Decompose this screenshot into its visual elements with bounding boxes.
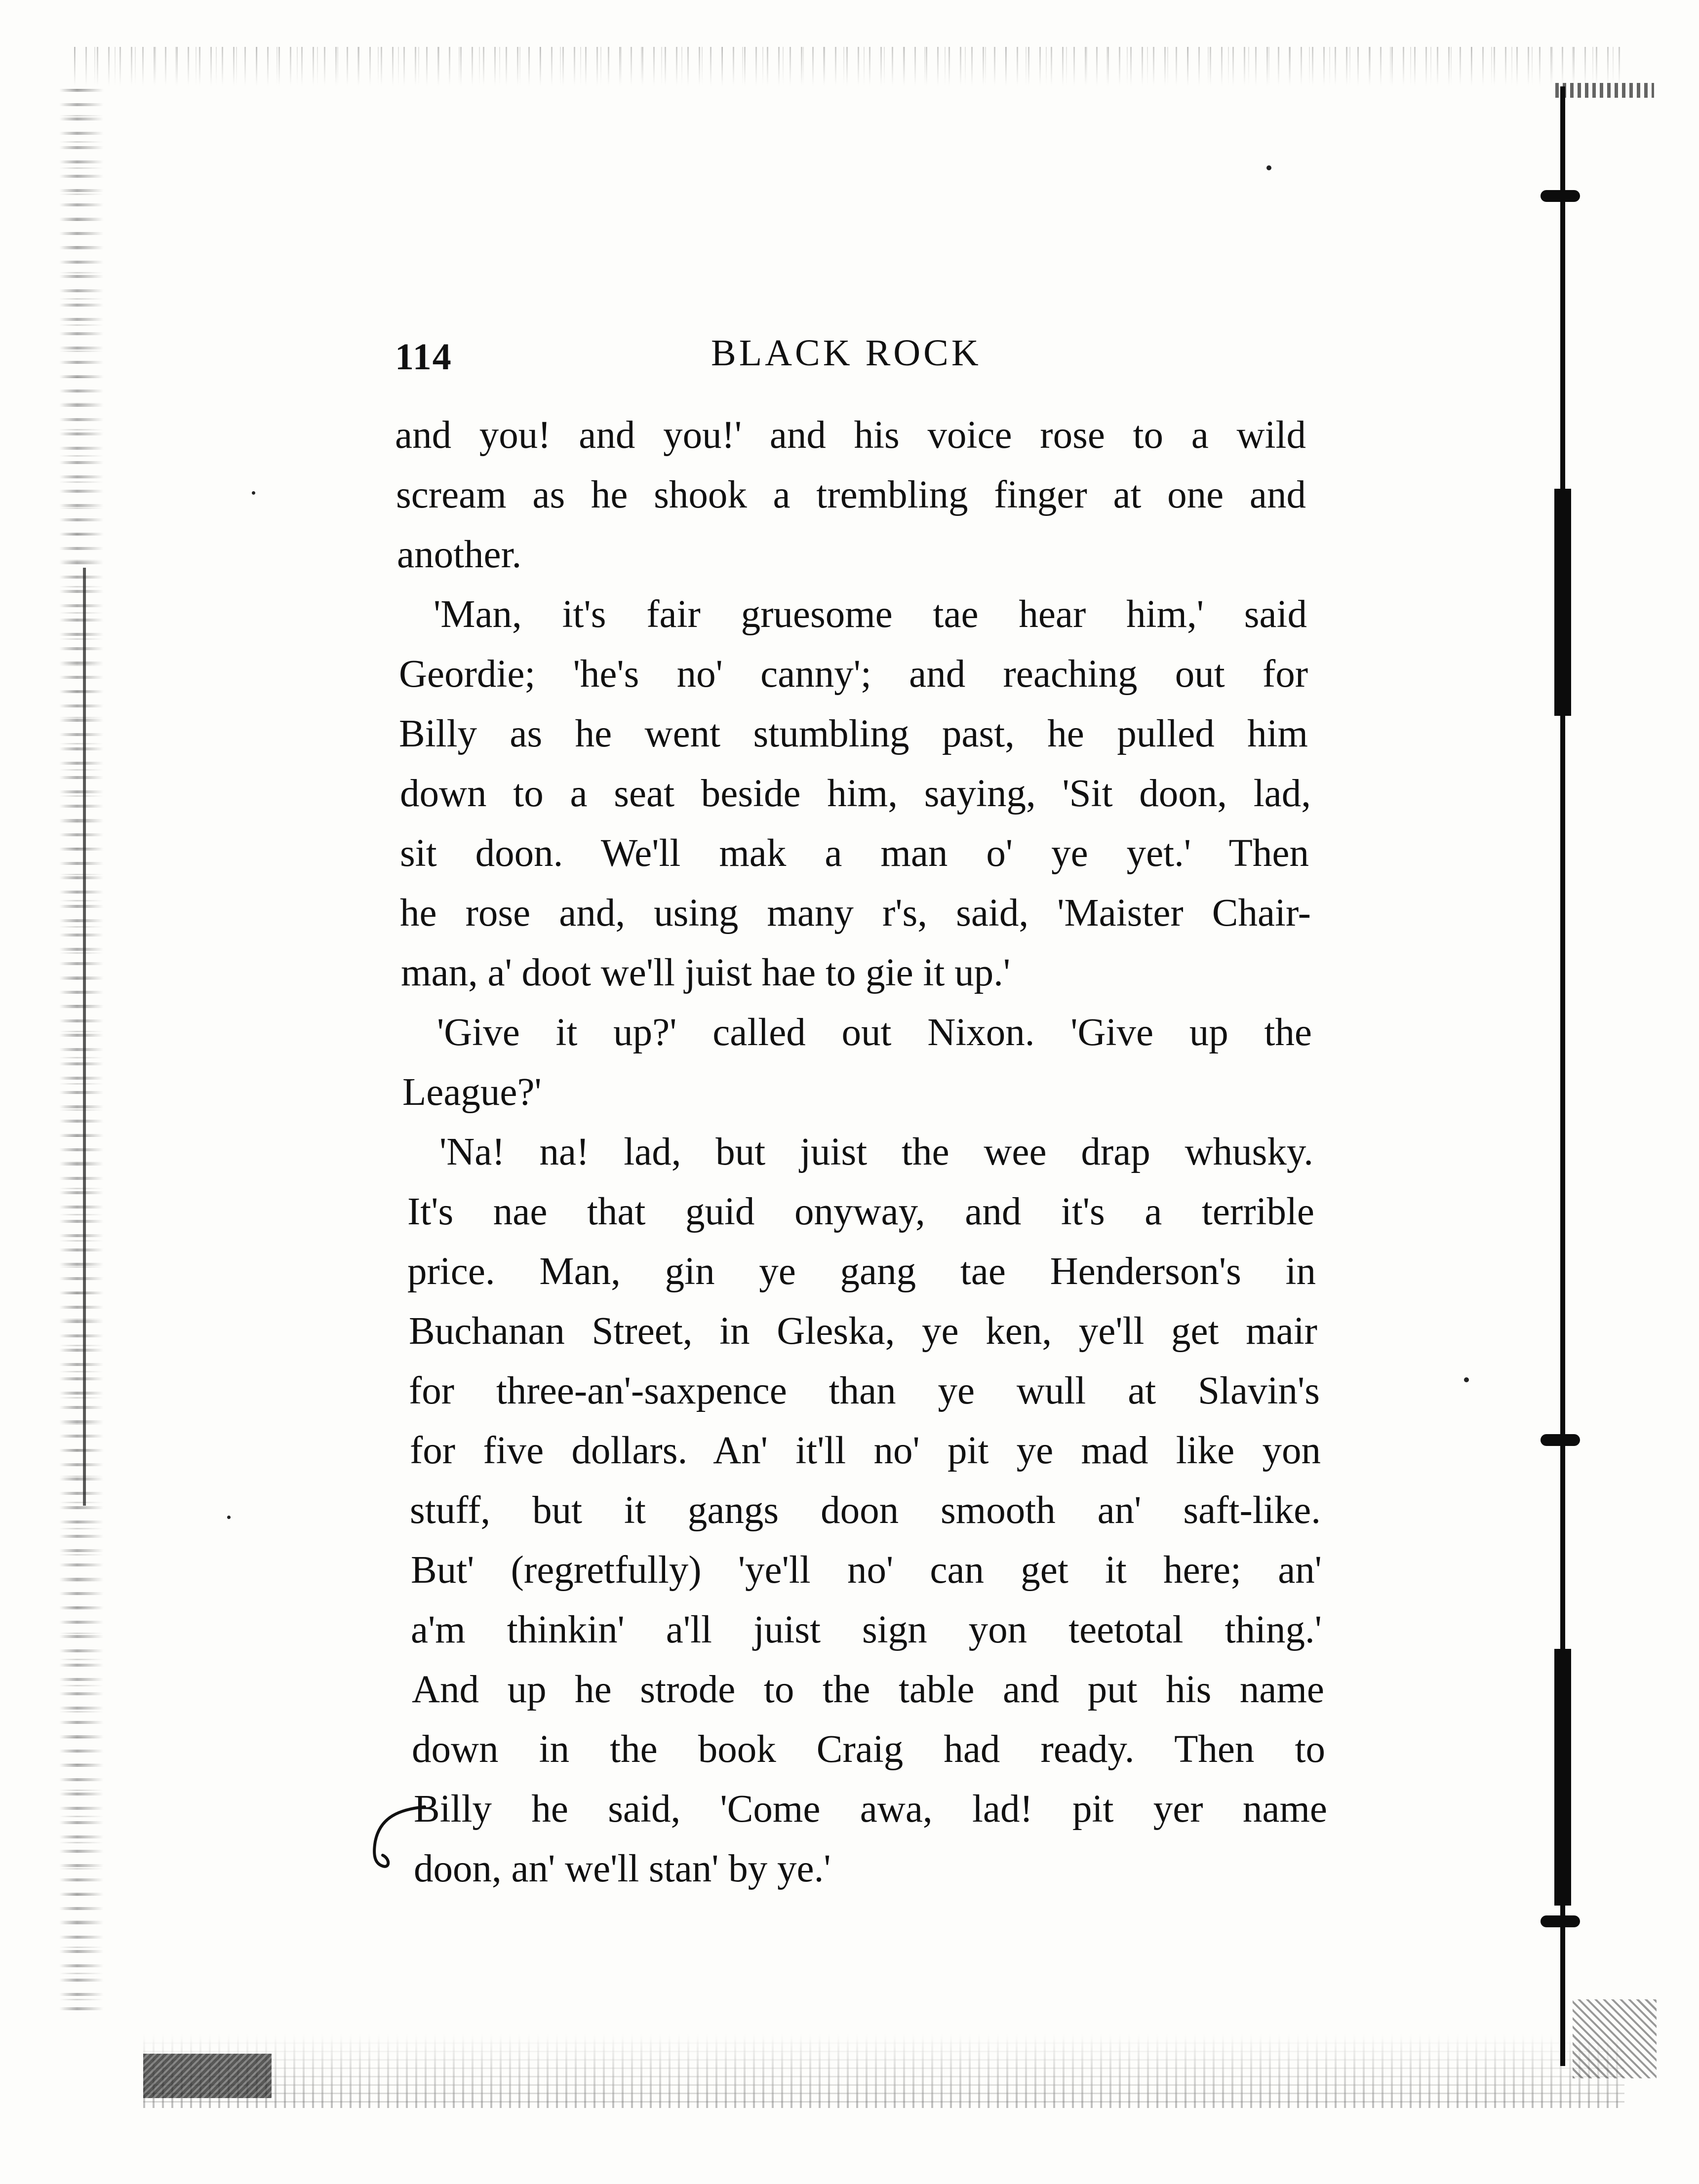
text-line: down in the book Craig had ready. Then to: [412, 1728, 1325, 1771]
binding-notch: [1541, 1915, 1580, 1927]
text-line: he rose and, using many r's, said, 'Maister Chair-: [400, 892, 1311, 935]
speck: [252, 491, 255, 495]
binding-thick-segment: [1554, 1649, 1571, 1906]
text-line: It's nae that guid onyway, and it's a terrible: [407, 1190, 1314, 1233]
text-line: doon, an' we'll stan' by ye.': [414, 1847, 831, 1890]
text-line: 'Man, it's fair gruesome tae hear him,' said: [434, 593, 1307, 636]
text-line: League?': [402, 1071, 542, 1114]
text-line: 'Na! na! lad, but juist the wee drap whusky.: [439, 1131, 1313, 1173]
binding-thick-segment: [1554, 489, 1571, 716]
text-line: and you! and you!' and his voice rose to a wild: [395, 414, 1306, 457]
page-number: 114: [395, 336, 452, 378]
scan-edge-right-bottom: [1573, 1999, 1657, 2078]
text-line: down to a seat beside him, saying, 'Sit doon, lad,: [400, 772, 1311, 815]
text-line: Billy he said, 'Come awa, lad! pit yer name: [414, 1788, 1327, 1831]
text-line: 'Give it up?' called out Nixon. 'Give up the: [437, 1011, 1312, 1054]
scan-edge-left: [59, 89, 104, 2014]
text-line: And up he strode to the table and put his name: [412, 1668, 1324, 1711]
text-line: sit doon. We'll mak a man o' ye yet.' Then: [400, 832, 1309, 875]
text-line: for three-an'-saxpence than ye wull at Slavin's: [409, 1369, 1320, 1412]
speck: [1464, 1377, 1469, 1382]
scan-corner-mark: [143, 2054, 272, 2098]
text-line: Buchanan Street, in Gleska, ye ken, ye'll get mair: [409, 1310, 1317, 1353]
text-line: a'm thinkin' a'll juist sign yon teetotal thing.': [411, 1608, 1322, 1651]
text-line: Geordie; 'he's no' canny'; and reaching out for: [399, 653, 1308, 696]
binding-notch: [1541, 190, 1580, 202]
text-line: scream as he shook a trembling finger at one and: [396, 473, 1306, 516]
text-line: stuff, but it gangs doon smooth an' saft-like.: [410, 1489, 1321, 1532]
binding-notch: [1541, 1434, 1580, 1446]
scan-edge-right-top: [1555, 83, 1654, 98]
scan-edge-left-line: [83, 568, 86, 1506]
text-line: another.: [397, 533, 522, 576]
text-line: for five dollars. An' it'll no' pit ye mad like yon: [410, 1429, 1321, 1472]
text-line: man, a' doot we'll juist hae to gie it up.': [401, 951, 1011, 994]
text-line: But' (regretfully) 'ye'll no' can get it here; an': [411, 1549, 1322, 1592]
scan-edge-bottom: [143, 2034, 1624, 2108]
text-line: Billy as he went stumbling past, he pulled him: [399, 712, 1308, 755]
text-line: price. Man, gin ye gang tae Henderson's in: [407, 1250, 1316, 1293]
running-title: BLACK ROCK: [711, 332, 982, 374]
pen-mark-icon: [360, 1797, 430, 1886]
speck: [1266, 165, 1271, 170]
scan-edge-top: [74, 47, 1629, 86]
speck: [227, 1516, 231, 1519]
